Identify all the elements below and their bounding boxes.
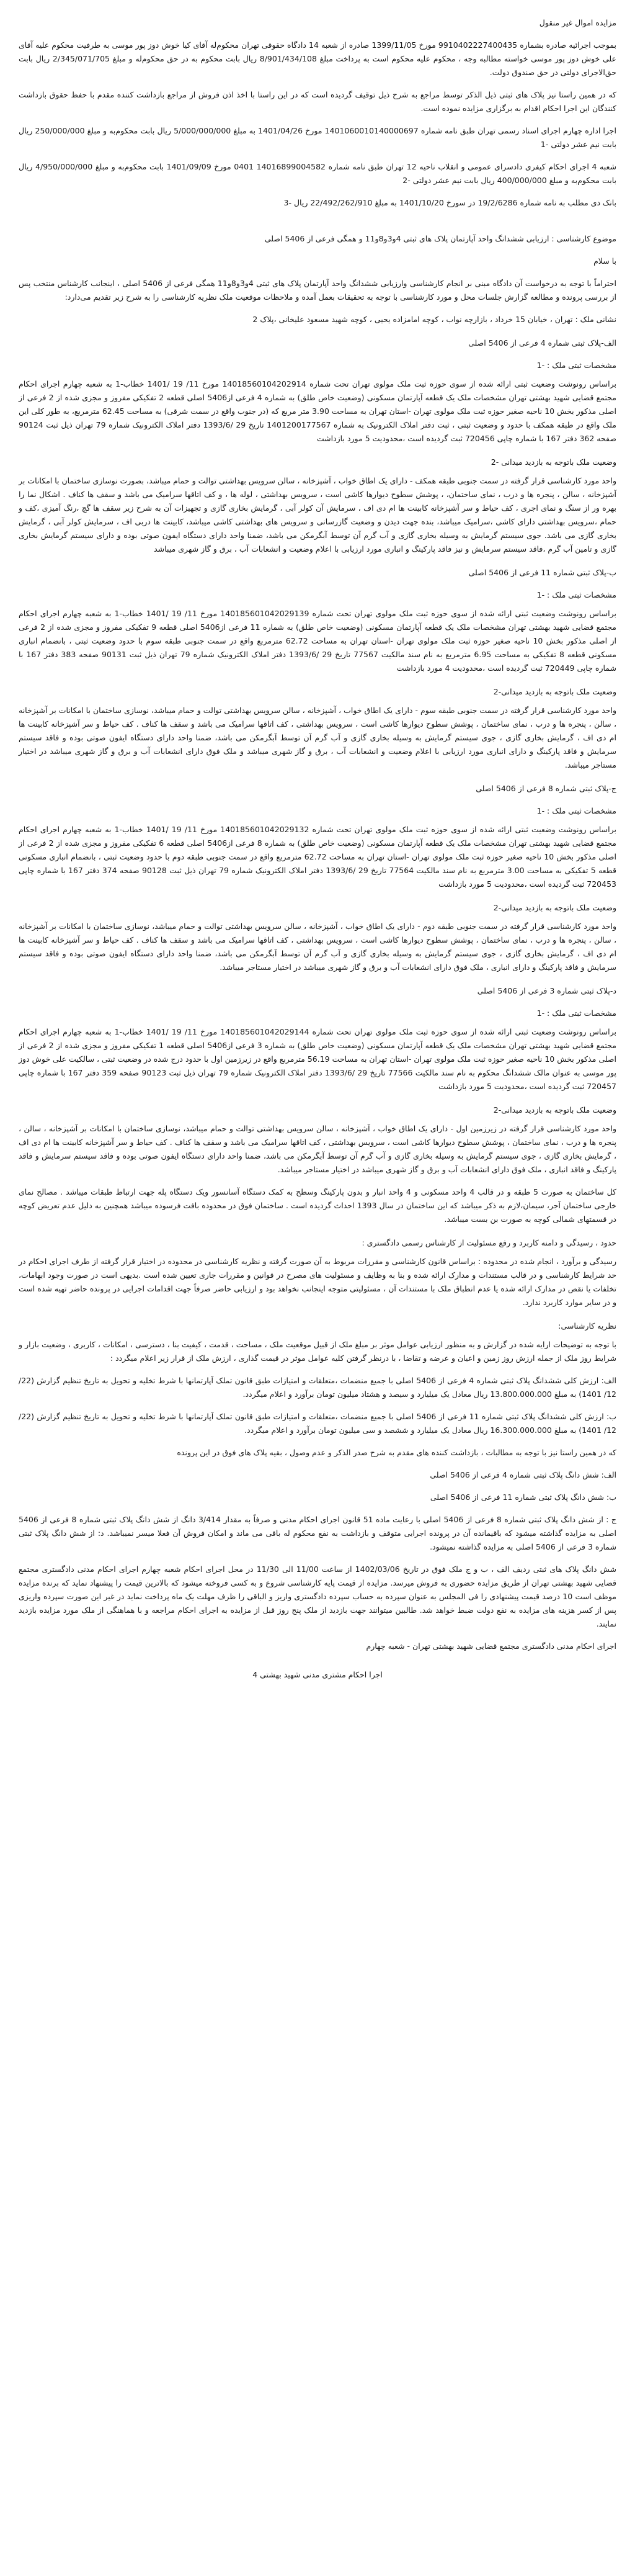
unit-d-condition: واحد مورد کارشناسی قرار گرفته در زیرزمین اول - دارای یک اطاق خواب ، آشپزخانه ، سالن سرویس بهداشتی توالت و حمام میباشد، نوسازی ساختمان با امکانات بر آشپزخانه ، سالن ، پنجره ها و درب ، نمای ساختمان ، پوشش سطوح دیوارها کاشی است ، سرویس بهداشتی ، کف اتاقها سرامیک می باشد و سقف ها کناف . کف حیاط و سر آشپزخانه کابینت ها ام دی اف ، گرمایش بخاری گازی ، جوی سیستم گرمایش به وسیله بخاری گازی و آب گرم آن توسط آبگرمکن می باشد، ضمنا واحد دارای دستگاه ایفون صوتی بوده و فاقد سیستم سرمایش و فاقد پارکینگ و فاقد انباری ، ملک فوق دارای انشعابات آب و برق و گاز شهری میباشد در اختیار مستاجر میباشد. [19,1124,616,1174]
auction-note: ج : از شش دانگ پلاک ثبتی شماره 8 فرعی از 5406 اصلی با رعایت ماده 51 قانون اجرای احکام مدنی و صرفاً به مقدار 3/414 دانگ از شش دانگ پلاک ثبتی شماره 8 فرعی از 5406 اصلی به مزایده گذاشته میشود که باقیمانده آن در پرونده اجرایی متوقف و بازداشت به نفع محکوم له باقی می ماند و امکان فروش آن فعلا میسر نمیباشد. د: از شش دانگ پلاک ثبتی شماره 3 فرعی از 5406 اصلی به مزایده گذاشته نمیشود. [19,1515,616,1551]
unit-a-title: الف-پلاک ثبتی شماره 4 فرعی از 5406 اصلی [468,338,616,348]
building-description: کل ساختمان به صورت 5 طبقه و در قالب 4 واحد مسکونی و 4 واحد انبار و بدون پارکینگ وسطح به کمک دستگاه آسانسور ویک دستگاه پله جهت ارتباط طبقات میباشد . مصالح نمای خارجی ساختمان آجر، سیمان،لازم به ذکر میباشد که این ساختمان در سال 1393 احداث گردیده است . ساختمان فوق در محدوده بافت فرسوده میباشد همچنین به دلیل عدم تعریض کوچه در قسمتهای شمالی کوچه به صورت بن بست میباشد. [19,1187,617,1224]
subject-line: موضوع کارشناسی : ارزیابی ششدانگ واحد آپارتمان پلاک های ثبتی 4و3و8و11 و همگی فرعی از 5406 اصلی [264,234,616,243]
unit-d-spec-heading: مشخصات ثبتی ملک : -1 [536,1008,616,1018]
request-paragraph: احتراماً با توجه به درخواست آن دادگاه مبنی بر انجام کارشناسی وارزیابی ششدانگ واحد آپارتمان پلاک های ثبتی 4و3و8و11 همگی فرعی از 5406 اصلی ، اینجانب کارشناس منتخب پس از بررسی پرونده و مطالعه گزارش جلسات محل و مورد کارشناسی با توجه به تحقیقات بعمل آمده و ملاحظات موقعیت ملک نظریه کارشناسی را به شرح زیر تقدیم می‌دارد: [19,279,616,302]
unit-c-title: ج-پلاک ثبتی شماره 8 فرعی از 5406 اصلی [476,784,616,793]
seizure-paragraph: که در همین راستا نیز پلاک های ثبتی ذیل الذکر توسط مراجع به شرح ذیل توقیف گردیده است که در این راستا با اخذ اذن فروش از مراجع بازداشت کننده مقدم با حفظ حقوق بازداشت کنندگان این اجرا احکام اقدام به برگزاری مزایده نموده است. [19,90,616,113]
unit-b-title: ب-پلاک ثبتی شماره 11 فرعی از 5406 اصلی [468,568,616,577]
unit-b-condition: واحد مورد کارشناسی قرار گرفته در سمت جنوبی طبقه سوم - دارای یک اطاق خواب ، آشپزخانه ، سالن سرویس بهداشتی توالت و حمام میباشد، نوسازی ساختمان با امکانات بر آشپزخانه ، سالن ، پنجره ها و درب ، نمای ساختمان ، پوشش سطوح دیوارها کاشی است ، سرویس بهداشتی ، کف اتاقها سرامیک می باشد و سقف ها کناف . کف حیاط و سر آشپزخانه کابینت ها ام دی اف ، گرمایش بخاری گازی ، جوی سیستم گرمایش به وسیله بخاری گازی و آب گرم آن توسط آبگرمکن می باشد، ضمنا واحد دارای دستگاه ایفون صوتی بوده و فاقد سیستم سرمایش و فاقد پارکینگ و دارای انباری مورد ارزیابی با اعلام وضعیت و انشعابات آب ، برق و گاز شهری میباشد و ملک فوق دارای انشعابات آب و برق و گاز شهری میباشد در اختیار مستاجر میباشد. [19,706,616,770]
seizure-ref-2: شعبه 4 اجرای احکام کیفری دادسرای عمومی و انقلاب ناحیه 12 تهران طبق نامه شماره 14016899004582 0401 مورخ 1401/09/09 بابت محکوم‌به و مبلغ 4/950/000/000 ریال بابت محکوم‌به و مبلغ 400/000/000 ریال بابت نیم عشر دولتی -2 [19,162,617,185]
unit-b-condition-heading: وضعیت ملک باتوجه به بازدید میدانی-2 [493,687,616,696]
unit-a-condition: واحد مورد کارشناسی قرار گرفته در سمت جنوبی طبقه همکف - دارای یک اطاق خواب ، آشپزخانه ، سالن سرویس بهداشتی توالت و حمام میباشد، بصورت نوسازی ساختمان با امکانات بر آشپزخانه ، سالن ، پنجره ها و درب ، نمای ساختمان، ، پوشش سطوح دیوارها کاشی است ، سرویس بهداشتی ، لوله ها ، و کف اتاقها سرامیک می باشد و سقف ها کناف . اشکال نما را بهره ور از سنگ و نمای اجری ، کف حیاط و سر آشپزخانه کابینت ها ام دی اف ، سرمایش آن کولر آبی ، گرمایش بخاری گازی و تجهیزات آن به شرح زیر سقف ها گچ ،رنگ آمیزی ،کف و حمام ،سرویس بهداشتی دارای کاشی ،سرامیک میباشد، بنده جهت دیدن و وضعیت گازرسانی و سرویس های بهداشتی کاشی میباشد، کابینت ها دربی اف ، سرمایش کولر آبی ، گرمایش بخاری گازی می باشد. جوی سیستم گرمایش به وسیله بخاری گازی و آب گرم آن توسط آبگرمکن می باشد، ضمنا واحد دارای دستگاه ایفون صوتی بوده و دارای سیستم گرمایش بخاری گازی و تامین آب گرم ،فاقد سیستم سرمایش و نیز فاقد پارکینگ و انباری مورد ارزیابی با اعلام وضعیت و انشعابات آب ، برق و گاز شهری میباشد [18,476,616,554]
unit-c-condition: واحد مورد کارشناسی قرار گرفته در سمت جنوبی طبقه دوم - دارای یک اطاق خواب ، آشپزخانه ، سالن سرویس بهداشتی توالت و حمام میباشد، نوسازی ساختمان با امکانات بر آشپزخانه ، سالن ، پنجره ها و درب ، نمای ساختمان ، پوشش سطوح دیوارها کاشی است ، سرویس بهداشتی ، کف اتاقها سرامیک می باشد و سقف ها کناف . کف حیاط و سر آشپزخانه کابینت ها ام دی اف ، گرمایش بخاری گازی ، جوی سیستم گرمایش به وسیله بخاری گازی و آب گرم آن توسط آبگرمکن می باشد، ضمنا واحد دارای دستگاه ایفون صوتی بوده و فاقد سیستم سرمایش و فاقد پارکینگ و دارای انباری ، ملک فوق دارای انشعابات آب و برق و گاز شهری میباشد در اختیار مستاجر میباشد. [19,922,616,972]
unit-a-spec: براساس رونوشت وضعیت ثبتی ارائه شده از سوی حوزه ثبت ملک مولوی تهران تحت شماره 14018560104202914 مورخ 11/ 19 /1401 خطاب-1 به شعبه چهارم اجرای احکام مجتمع قضایی شهید بهشتی تهران مشخصات ملک یک قطعه آپارتمان مسکونی (وضعیت خاص طلق) به شماره 4 فرعی از5406 اصلی قطعه 2 تفکیکی مفروز و مجزی شده از 2 فرعی از اصلی مذکور بخش 10 ناحیه صغیر حوزه ثبت ملک مولوی تهران -استان تهران به مساحت 3.90 متر مربع که (در جنوب واقع در سمت شرقی) به مساحت 62.45 مترمربع، به طور کلی این ملک واقع در طبقه همکف با حدود و وضعیت ثبتی ، ثبت دفتر املاک الکترونیک به شماره 1401200177567 تاریخ 29 /1393/6 دفتر املاک الکترونیک شماره 79 تهران ذیل ثبت 90124 صفحه 362 دفتر 167 با شماره چاپی 720456 ثبت گردیده است ،محدودیت 5 مورد بازداشت [19,379,617,443]
notice-intro: بموجب اجرائیه صادره بشماره 9910402227400435 مورخ 1399/11/05 صادره از شعبه 14 دادگاه حقوقی تهران محکوم‌له آقای کیا خوش دوز پور موسی به طرفیت محکوم علیه آقای علی خوش دوز پور موسی خواسته مطالبه وجه ، محکوم علیه محکوم است به پرداخت مبلغ 8/901/434/108 ریال بابت محکوم به در حق محکوم‌له و مبلغ 2/345/071/705 ریال بابت حق‌الاجرای دولتی در حق صندوق دولت. [19,40,617,77]
unit-b-spec: براساس رونوشت وضعیت ثبتی ارائه شده از سوی حوزه ثبت ملک مولوی تهران تحت شماره 140185601042029139 مورخ 11/ 19 /1401 خطاب-1 به شعبه چهارم اجرای احکام مجتمع قضایی شهید بهشتی تهران مشخصات ملک یک قطعه آپارتمان مسکونی (وضعیت خاص طلق) به شماره 11 فرعی از5406 اصلی قطعه 9 تفکیکی مفروز و مجزی شده از 2 فرعی از اصلی مذکور بخش 10 ناحیه صغیر حوزه ثبت ملک مولوی تهران -استان تهران به مساحت 62.72 مترمربع واقع در سمت جنوبی طبقه سوم با حدود وضعیت ثبتی ، بانضمام انباری مسکونی قطعه 8 تفکیکی به مساحت 6.95 مترمربع به نام سند مالکیت 77567 تاریخ 29 /1393/6 دفتر املاک الکترونیک شماره 79 تهران ذیل ثبت 90131 صفحه 383 دفتر 167 با شماره چاپی 720449 ثبت گردیده است ،محدودیت 4 مورد بازداشت [19,609,616,673]
unit-a-condition-heading: وضعیت ملک باتوجه به بازدید میدانی -2 [491,457,616,467]
seizure-ref-1: اجرا اداره چهارم اجرای اسناد رسمی تهران طبق نامه شماره 1401060010140000697 مورخ 1401/04/26 به مبلغ 5/000/000/000 ریال بابت محکوم‌به و مبلغ 250/000/000 ریال بابت نیم عشر دولتی -1 [19,126,616,149]
unit-a-section [19,336,616,556]
unit-c-spec: براساس رونوشت وضعیت ثبتی ارائه شده از سوی حوزه ثبت ملک مولوی تهران تحت شماره 140185601042029132 مورخ 11/ 19 /1401 خطاب-1 به شعبه چهارم اجرای احکام مجتمع قضایی شهید بهشتی تهران مشخصات ملک یک قطعه آپارتمان مسکونی (وضعیت خاص طلق) به شماره 8 فرعی از5406 اصلی قطعه 6 تفکیکی مفروز و مجزی شده از 2 فرعی از اصلی مذکور بخش 10 ناحیه صغیر حوزه ثبت ملک مولوی تهران -استان تهران به مساحت 62.72 مترمربع واقع در سمت جنوبی طبقه دوم با حدود وضعیت ثبتی ، بانضمام انباری مسکونی قطعه 5 تفکیکی به مساحت 3.00 مترمربع به نام سند مالکیت 77564 تاریخ 29 /1393/6 دفتر املاک الکترونیک شماره 79 تهران ذیل ثبت 90128 صفحه 374 دفتر 167 با شماره چاپی 720453 ثبت گردیده است ،محدودیت 5 مورد بازداشت [19,825,617,889]
greeting: با سلام [593,256,616,266]
notice-title: مزایده اموال غیر منقول [539,18,616,27]
unit-d-condition-heading: وضعیت ملک باتوجه به بازدید میدانی-2 [493,1105,616,1115]
unit-d-title: د-پلاک ثبتی شماره 3 فرعی از 5406 اصلی [477,986,616,995]
unit-d-section [19,984,616,1177]
valuation-b: ب: ارزش کلی ششدانگ پلاک ثبتی شماره 11 فرعی از 5406 اصلی با جمیع منضمات ،متعلقات و امتیازات طبق قانون تملک آپارتمانها با شرط تخلیه و تحویل به تاریخ تنظیم گزارش (22/ 12/ 1401) به مبلغ 16.300.000.000 ریال معادل یک میلیارد و ششصد و سی میلیون تومان برآورد و اعلام میگردد. [19,1412,616,1435]
seizure-ref-3: بانک دی مطلب به نامه شماره 19/2/6286 در سورخ 1401/10/20 به مبلغ 22/492/262/910 ریال -3 [283,198,616,207]
plate-list-a: الف: شش دانگ پلاک ثبتی شماره 4 فرعی از 5406 اصلی [430,1470,616,1479]
valuation-a: الف: ارزش کلی ششدانگ پلاک ثبتی شماره 4 فرعی از 5406 اصلی با جمیع منضمات ،متعلقات و امتیازات طبق قانون تملک آپارتمانها با شرط تخلیه و تحویل به تاریخ تنظیم گزارش (22/ 12/ 1401) به مبلغ 13.800.000.000 ریال معادل یک میلیارد و سیصد و هشتاد میلیون تومان برآورد و اعلام میگردد. [19,1376,616,1399]
opinion-text: با توجه به توضیحات ارایه شده در گزارش و به منظور ارزیابی عوامل موثر بر مبلغ ملک از قبیل موقعیت ملک ، مساحت ، قدمت ، کیفیت بنا ، دسترسی ، امکانات ، کاربری ، وضعیت بازار و شرایط روز ملک از جمله ارزش روز زمین و اعیان و عرضه و تقاضا ، با درنظر گرفتن کلیه عوامل موثر در قیمت گذاری ، ارزش ملک از قرار زیر اعلام میگردد : [19,1340,616,1363]
unit-c-spec-heading: مشخصات ثبتی ملک : -1 [536,806,616,815]
plate-list-b: ب: شش دانگ پلاک ثبتی شماره 11 فرعی از 5406 اصلی [430,1492,616,1502]
opinion-heading: نظریه کارشناسی: [558,1321,616,1331]
lien-note: که در همین راستا نیز با توجه به مطالبات ، بازداشت کننده های مقدم به شرح صدر الذکر و عدم وصول ، بقیه پلاک های فوق در این پرونده [177,1448,616,1457]
scope-heading: حدود ، رسیدگی و دامنه کاربرد و رفع مسئولیت از کارشناس رسمی دادگستری : [362,1238,616,1247]
unit-a-spec-heading: مشخصات ثبتی ملک : -1 [536,361,616,370]
scope-text: رسیدگی و برآورد ، انجام شده در محدوده : براساس قانون کارشناسی و مقررات مربوط به آن صورت گرفته و نظریه کارشناسی در محدوده در اختیار قرار گرفته از طرف اجرای احکام در حد شرایط کارشناسی و در قالب مستندات و مدارک ارائه شده و بنا به وظایف و مسئولیت های مصرح در قوانین و مقررات جاری تعیین شده است .بدیهی است در صورت وجود ابهامات، تخلفات یا نقص در مدارک ارائه شده یا عدم انطباق ملک با مستندات آن ، مسئولیتی متوجه اینجانب نخواهد بود و ارزیابی حاضر صرفاً جهت اقدامات اجرایی در پرونده حاضر تهیه شده است و در سایر موارد کاربرد ندارد. [19,1257,616,1307]
unit-b-section [19,566,616,772]
signature-line: اجرا احکام مشتری مدنی شهید بهشتی 4 [252,1670,383,1679]
unit-b-spec-heading: مشخصات ثبتی ملک : -1 [536,590,616,599]
unit-d-spec: براساس رونوشت وضعیت ثبتی ارائه شده از سوی حوزه ثبت ملک مولوی تهران تحت شماره 140185601042029144 مورخ 11/ 19 /1401 خطاب-1 به شعبه چهارم اجرای احکام مجتمع قضایی شهید بهشتی تهران مشخصات ملک یک قطعه آپارتمان مسکونی (وضعیت خاص طلق) به شماره 3 فرعی از5406 اصلی قطعه 1 تفکیکی مفروز و مجزی شده از 2 فرعی از اصلی مذکور بخش 10 ناحیه صغیر حوزه ثبت ملک مولوی تهران -استان تهران به مساحت 56.19 مترمربع واقع در زیرزمین اول با حدود درج شده در وضعیت ثبتی ، سالکیت علی خوش دوز پور موسی به عنوان مالک ششدانگ محکوم به نام سند مالکیت 77566 تاریخ 29 /1393/6 دفتر املاک الکترونیک شماره 79 تهران ذیل ثبت 90123 صفحه 359 دفتر 167 با شماره چاپی 720457 ثبت گردیده است ،محدودیت 5 مورد بازداشت [19,1027,617,1091]
unit-c-condition-heading: وضعیت ملک باتوجه به بازدید میدانی-2 [493,903,616,912]
auction-date: شش دانگ پلاک های ثبتی ردیف الف ، ب و ج ملک فوق در تاریخ 1402/03/06 از ساعت 11/00 الی 11/30 در محل اجرای احکام شعبه چهارم اجرای احکام مدنی دادگستری مجتمع قضایی شهید بهشتی تهران از طریق مزایده حضوری به فروش میرسد. مزایده از قیمت پایه کارشناسی شروع و به کسی فروخته میشود که بالاترین قیمت را پیشنهاد نماید که برنده مزایده موظف است 10 درصد قیمت پیشنهادی را فی المجلس به عنوان سپرده به حساب سپرده دادگستری واریز و الباقی را ظرف مهلت یک ماه پرداخت نماید در غیر این صورت سپرده واریزی پس از کسر هزینه های مزایده به نفع دولت ضبط خواهد شد. طالبین میتوانند جهت بازدید از ملک پنج روز قبل از مزایده به اجرای احکام مراجعه و با هماهنگی از ملک مورد مزایده بازدید نمایند. [19,1564,616,1628]
location-line: نشانی ملک : تهران ، خیابان 15 خرداد ، بازارچه نواب ، کوچه امامزاده یحیی ، کوچه شهید مسعود علیخانی ،پلاک 2 [252,315,616,324]
unit-c-section [19,782,616,974]
office-name: اجرای احکام مدنی دادگستری مجتمع قضایی شهید بهشتی تهران - شعبه چهارم [366,1641,616,1651]
